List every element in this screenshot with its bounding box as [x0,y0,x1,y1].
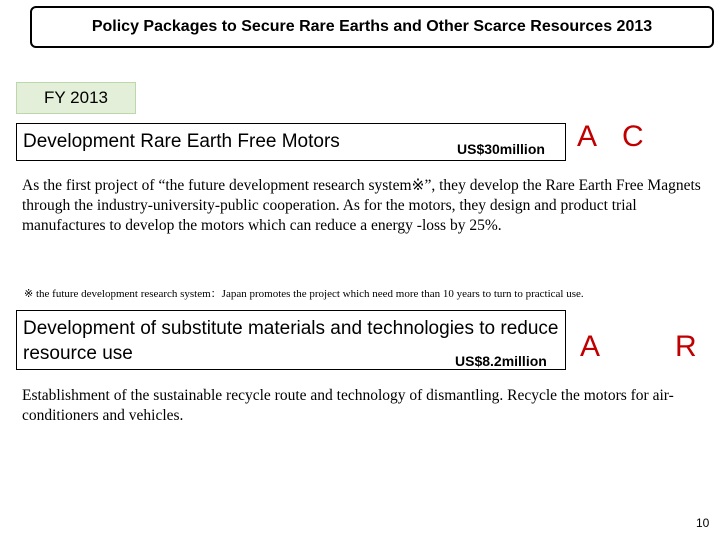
project1-letter-a: A [577,120,598,153]
fy-badge [16,82,136,114]
project1-title: Development Rare Earth Free Motors [23,131,340,152]
project2-description: Establishment of the sustainable recycle route and technology of dismantling. Recycle the motors for air-conditioners and vehicles. [22,387,674,424]
project2-box [16,310,566,370]
project2-budget: US$8.2million [455,353,547,369]
project1-description: As the first project of “the future development research system※”, they develop the Rare Earth Free Magnets through the industry-university-public cooperation. As for the motors, they design and product trial manufactures to develop the motors which can reduce a energy -loss by 25%. [22,177,701,234]
project2-title: Development of substitute materials and technologies to reduce resource use [23,318,559,364]
project1-budget: US$30million [457,141,545,157]
project1-box [16,123,566,161]
footnote: ※ the future development research system：Japan promotes the project which need more than 10 years to turn to practical use. [24,288,584,300]
project1-letter-c: C [622,120,644,153]
fy-label: FY 2013 [44,88,108,107]
page-number: 10 [696,516,710,530]
slide-title-text: Policy Packages to Secure Rare Earths and Other Scarce Resources 2013 [91,18,653,35]
slide-title [30,6,714,48]
project2-letter-a: A [580,330,601,363]
project2-letter-r: R [675,330,697,363]
